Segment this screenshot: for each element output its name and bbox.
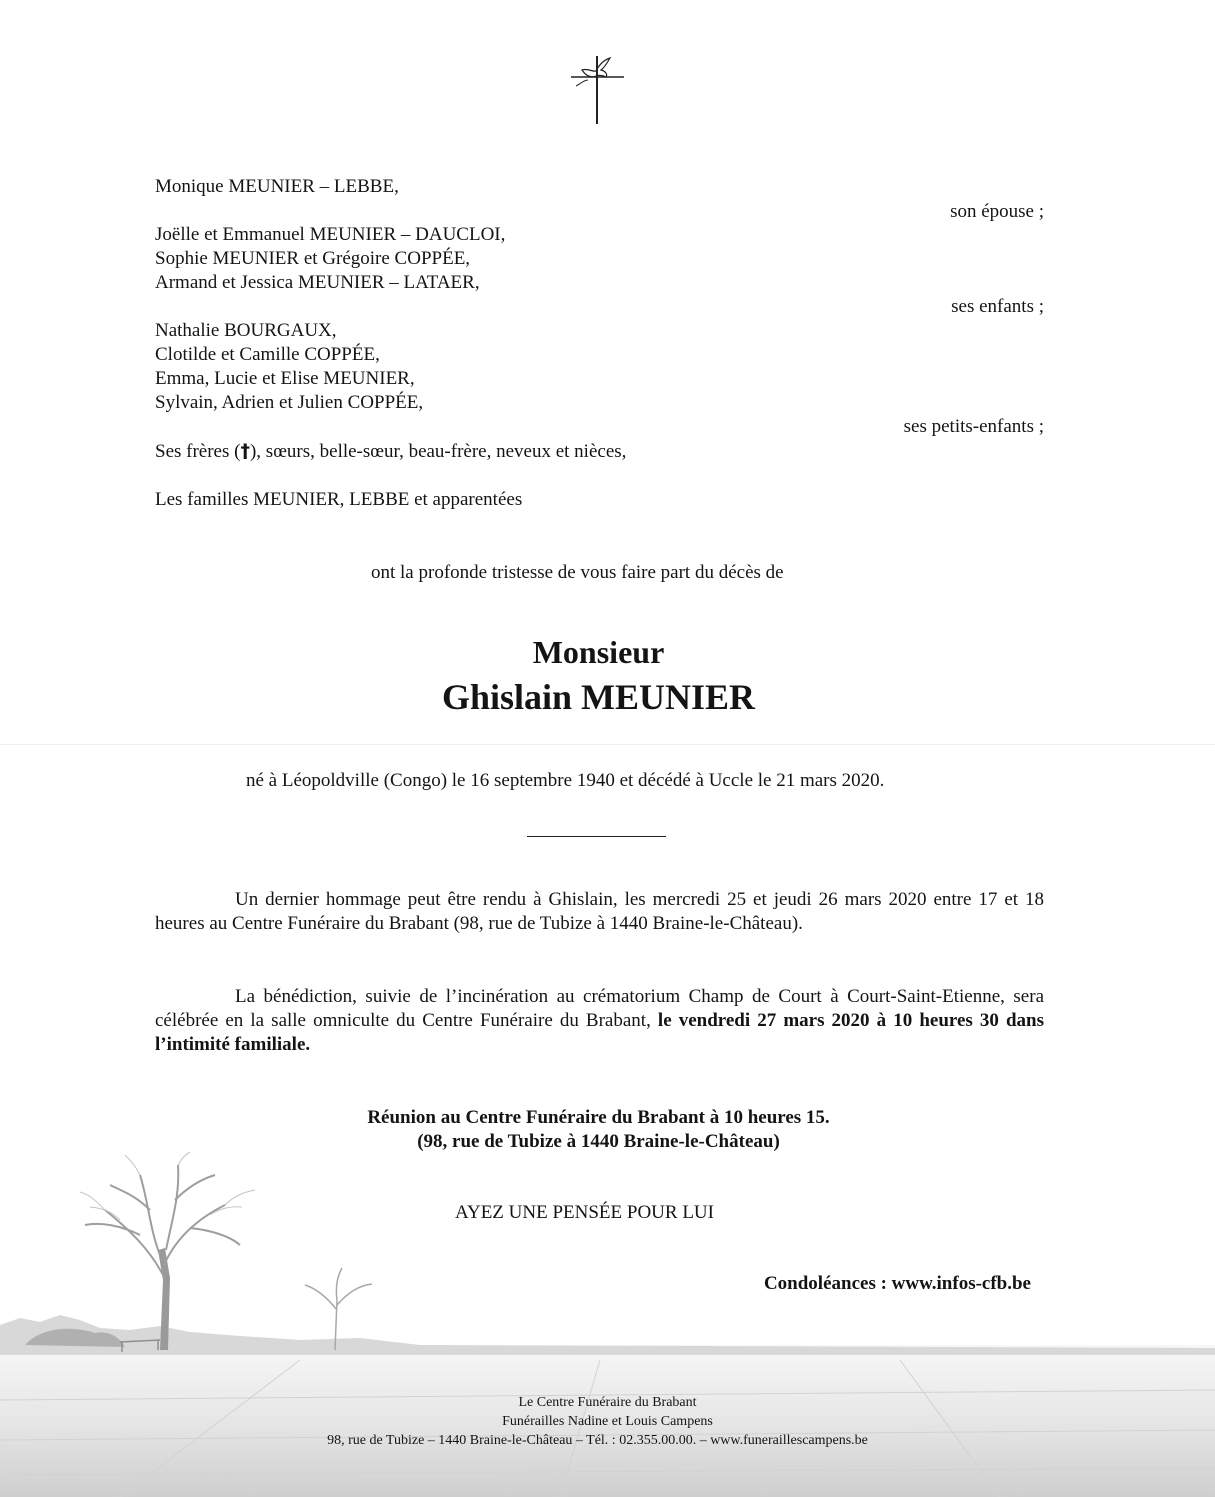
children-relation: ses enfants ;	[951, 296, 1044, 317]
closing-line: AYEZ UNE PENSÉE POUR LUI	[455, 1202, 714, 1223]
ceremony-text: La bénédiction, suivie de l’incinération au crématorium Champ de Court à Court-Saint-Etienne, sera célébrée en la salle omniculte du Centre Funéraire du Brabant,	[155, 986, 1044, 1031]
child-name-2: Sophie MEUNIER et Grégoire COPPÉE,	[155, 248, 471, 269]
footer-line-3: 98, rue de Tubize – 1440 Braine-le-Château – Tél. : 02.355.00.00. – www.funeraillescampens.be	[327, 1433, 868, 1448]
child-name-3: Armand et Jessica MEUNIER – LATAER,	[155, 272, 480, 293]
footer-line-1: Le Centre Funéraire du Brabant	[518, 1395, 697, 1410]
grandchild-name-2: Clotilde et Camille COPPÉE,	[155, 344, 380, 365]
ceremony-date: le vendredi 27 mars 2020 à 10 heures 30 dans l’intimité familiale.	[155, 1010, 1044, 1055]
announcement: ont la profonde tristesse de vous faire part du décès de	[371, 562, 784, 583]
cross-with-dove-icon	[568, 50, 628, 126]
grandchild-name-1: Nathalie BOURGAUX,	[155, 320, 337, 341]
siblings-before: Ses frères (	[155, 441, 241, 462]
meeting-line-2: (98, rue de Tubize à 1440 Braine-le-Château)	[417, 1131, 780, 1152]
condolences-link[interactable]: Condoléances : www.infos-cfb.be	[763, 1273, 1031, 1294]
siblings-after: ), sœurs, belle-sœur, beau-frère, neveux et nièces,	[249, 441, 627, 462]
spouse-relation: son épouse ;	[950, 201, 1044, 222]
child-name-1: Joëlle et Emmanuel MEUNIER – DAUCLOI,	[155, 224, 506, 245]
grandchild-name-4: Sylvain, Adrien et Julien COPPÉE,	[155, 392, 424, 413]
deceased-name: Ghislain MEUNIER	[441, 677, 756, 717]
ceremony-paragraph	[155, 985, 1044, 1057]
tribute-paragraph: Un dernier hommage peut être rendu à Ghislain, les mercredi 25 et jeudi 26 mars 2020 entre 17 et 18 heures au Centre Funéraire du Brabant (98, rue de Tubize à 1440 Braine-le-Château).	[155, 889, 1044, 934]
footer-line-2: Funérailles Nadine et Louis Campens	[502, 1414, 713, 1429]
deceased-title: Monsieur	[532, 634, 665, 670]
fold-line	[0, 744, 1215, 745]
meeting-line-1: Réunion au Centre Funéraire du Brabant à 10 heures 15.	[367, 1107, 830, 1128]
separator-rule	[527, 836, 666, 837]
spouse-name: Monique MEUNIER – LEBBE,	[155, 176, 399, 197]
birth-death: né à Léopoldville (Congo) le 16 septembre 1940 et décédé à Uccle le 21 mars 2020.	[246, 770, 885, 791]
grandchild-name-3: Emma, Lucie et Elise MEUNIER,	[155, 368, 415, 389]
siblings-cross: †	[240, 440, 250, 462]
siblings-line	[155, 440, 626, 463]
grandchildren-relation: ses petits-enfants ;	[903, 416, 1044, 437]
families-line: Les familles MEUNIER, LEBBE et apparentées	[155, 489, 523, 510]
